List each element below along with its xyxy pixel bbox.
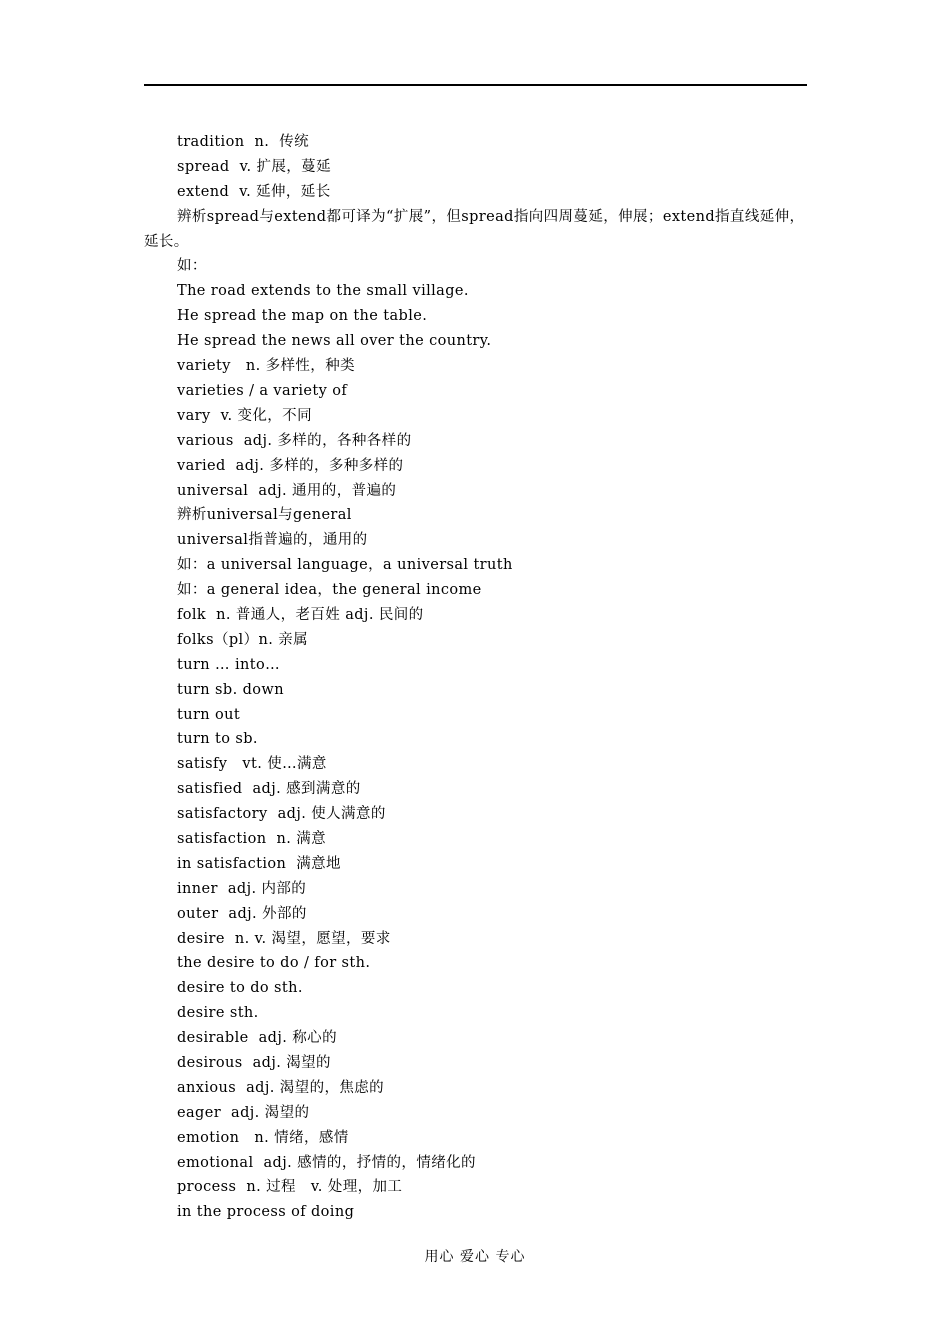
text-line: outer adj. 外部的 [177, 905, 307, 922]
page-footer: 用心 爱心 专心 [424, 1249, 526, 1265]
text-line: turn sb. down [177, 681, 284, 698]
text-body [144, 130, 807, 1225]
text-line: extend v. 延伸，延长 [177, 183, 331, 200]
text-paragraph: 辨析spread与extend都可译为“扩展”，但spread指向四周蔓延，伸展；extend指直线延伸，延长。 [144, 208, 805, 250]
text-line: folks（pl）n. 亲属 [177, 631, 309, 648]
text-line: eager adj. 渴望的 [177, 1104, 310, 1121]
text-line: varied adj. 多样的，多种多样的 [177, 457, 404, 474]
text-line: 如：a universal language，a universal truth [177, 557, 513, 574]
text-line: satisfied adj. 感到满意的 [177, 781, 361, 798]
header-rule [144, 84, 807, 86]
text-line: satisfactory adj. 使人满意的 [177, 806, 386, 823]
text-line: folk n. 普通人，老百姓 adj. 民间的 [177, 606, 424, 623]
text-line: 如： [177, 258, 207, 275]
text-line: anxious adj. 渴望的，焦虑的 [177, 1079, 385, 1096]
text-line: various adj. 多样的，各种各样的 [177, 432, 412, 449]
text-line: spread v. 扩展，蔓延 [177, 158, 331, 175]
text-line: turn out [177, 706, 241, 723]
text-line: vary v. 变化，不同 [177, 407, 312, 424]
text-line: in the process of doing [177, 1204, 355, 1221]
text-line: desire n. v. 渴望，愿望，要求 [177, 930, 391, 947]
text-line: 辨析universal与general [177, 507, 352, 524]
text-line: variety n. 多样性，种类 [177, 358, 355, 375]
text-line: the desire to do / for sth. [177, 955, 371, 972]
text-line: in satisfaction 满意地 [177, 855, 341, 872]
text-line: satisfaction n. 满意 [177, 830, 327, 847]
text-line: desirable adj. 称心的 [177, 1030, 337, 1047]
text-line: desire to do sth. [177, 980, 303, 997]
text-line: turn to sb. [177, 731, 258, 748]
text-line: turn … into… [177, 656, 280, 673]
text-line: desire sth. [177, 1005, 259, 1022]
example-sentence: He spread the map on the table. [177, 308, 428, 325]
text-line: emotion n. 情绪，感情 [177, 1129, 349, 1146]
text-line: satisfy vt. 使…满意 [177, 756, 327, 773]
text-line: emotional adj. 感情的，抒情的，情绪化的 [177, 1154, 476, 1171]
text-line: tradition n. 传统 [177, 134, 310, 150]
text-line: universal指普遍的，通用的 [177, 532, 368, 549]
text-line: varieties / a variety of [177, 382, 348, 399]
text-line: desirous adj. 渴望的 [177, 1054, 331, 1071]
text-line: 如：a general idea，the general income [177, 582, 482, 599]
example-sentence: He spread the news all over the country. [177, 333, 492, 350]
text-line: universal adj. 通用的，普遍的 [177, 482, 397, 499]
text-line: inner adj. 内部的 [177, 880, 307, 897]
example-sentence: The road extends to the small village. [177, 283, 469, 300]
text-line: process n. 过程 v. 处理，加工 [177, 1179, 403, 1196]
